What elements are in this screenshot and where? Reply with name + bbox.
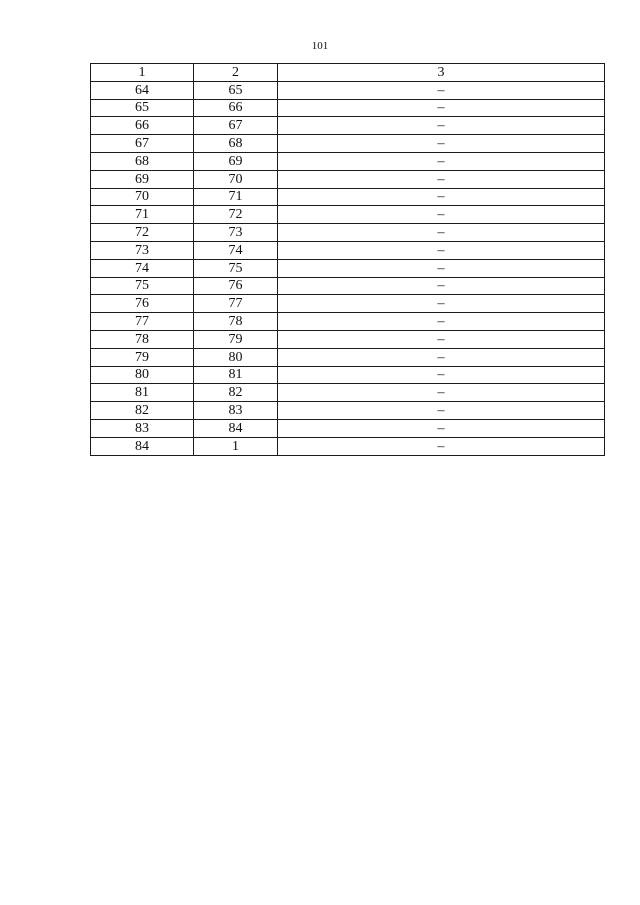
table-row [91, 99, 605, 117]
table-cell-col-2: 74 [194, 241, 278, 259]
table-cell-col-2: 72 [194, 206, 278, 224]
table-cell-col-3: – [278, 419, 605, 437]
table-cell-col-1: 67 [91, 135, 194, 153]
table-cell-col-3: – [278, 384, 605, 402]
table-cell-col-3: – [278, 313, 605, 331]
table-cell-col-3: – [278, 241, 605, 259]
table-header-row [91, 64, 605, 82]
table-row [91, 437, 605, 455]
table-row [91, 295, 605, 313]
table-cell-col-3: – [278, 135, 605, 153]
table-cell-col-1: 73 [91, 241, 194, 259]
table-cell-col-1: 70 [91, 188, 194, 206]
table-cell-col-1: 80 [91, 366, 194, 384]
table-cell-col-2: 78 [194, 313, 278, 331]
table-cell-col-3: – [278, 117, 605, 135]
table-cell-col-1: 79 [91, 348, 194, 366]
table-cell-col-1: 78 [91, 330, 194, 348]
table-cell-col-3: – [278, 170, 605, 188]
table-row [91, 348, 605, 366]
table-row [91, 419, 605, 437]
column-header-1: 1 [91, 64, 194, 82]
table-row [91, 330, 605, 348]
table-row [91, 277, 605, 295]
table-cell-col-1: 74 [91, 259, 194, 277]
table-cell-col-2: 67 [194, 117, 278, 135]
table-cell-col-3: – [278, 437, 605, 455]
table-row [91, 366, 605, 384]
table-cell-col-2: 80 [194, 348, 278, 366]
table-cell-col-1: 69 [91, 170, 194, 188]
table-cell-col-2: 81 [194, 366, 278, 384]
table-cell-col-1: 71 [91, 206, 194, 224]
column-header-3: 3 [278, 64, 605, 82]
table-cell-col-2: 1 [194, 437, 278, 455]
table-cell-col-2: 79 [194, 330, 278, 348]
table-row [91, 313, 605, 331]
table-cell-col-3: – [278, 99, 605, 117]
table-cell-col-2: 66 [194, 99, 278, 117]
table-row [91, 170, 605, 188]
table-row [91, 241, 605, 259]
table-cell-col-1: 66 [91, 117, 194, 135]
table-cell-col-2: 82 [194, 384, 278, 402]
table-cell-col-3: – [278, 348, 605, 366]
table-cell-col-2: 68 [194, 135, 278, 153]
table-cell-col-3: – [278, 81, 605, 99]
table-cell-col-2: 71 [194, 188, 278, 206]
table-cell-col-2: 77 [194, 295, 278, 313]
table-cell-col-3: – [278, 366, 605, 384]
table-cell-col-2: 84 [194, 419, 278, 437]
table-cell-col-1: 68 [91, 152, 194, 170]
table-row [91, 224, 605, 242]
table-cell-col-3: – [278, 188, 605, 206]
table-cell-col-3: – [278, 206, 605, 224]
table-cell-col-3: – [278, 295, 605, 313]
table-cell-col-2: 70 [194, 170, 278, 188]
table-cell-col-2: 75 [194, 259, 278, 277]
table-cell-col-2: 83 [194, 402, 278, 420]
table-row [91, 135, 605, 153]
table-cell-col-1: 84 [91, 437, 194, 455]
table-cell-col-1: 76 [91, 295, 194, 313]
table-cell-col-2: 69 [194, 152, 278, 170]
table-row [91, 81, 605, 99]
table-cell-col-2: 73 [194, 224, 278, 242]
table-row [91, 206, 605, 224]
table-cell-col-3: – [278, 402, 605, 420]
table-row [91, 402, 605, 420]
table-cell-col-1: 65 [91, 99, 194, 117]
table-row [91, 259, 605, 277]
table-cell-col-2: 65 [194, 81, 278, 99]
table-cell-col-3: – [278, 224, 605, 242]
table-cell-col-1: 72 [91, 224, 194, 242]
table-cell-col-2: 76 [194, 277, 278, 295]
table-cell-col-1: 64 [91, 81, 194, 99]
column-header-2: 2 [194, 64, 278, 82]
table-cell-col-3: – [278, 152, 605, 170]
data-table [90, 63, 605, 456]
table-body [91, 81, 605, 455]
table-cell-col-1: 83 [91, 419, 194, 437]
table-cell-col-3: – [278, 330, 605, 348]
table-cell-col-3: – [278, 259, 605, 277]
table-row [91, 152, 605, 170]
table-cell-col-1: 81 [91, 384, 194, 402]
table-cell-col-1: 77 [91, 313, 194, 331]
table-row [91, 117, 605, 135]
page-number: 101 [311, 40, 329, 52]
table-cell-col-3: – [278, 277, 605, 295]
table-row [91, 384, 605, 402]
table-cell-col-1: 82 [91, 402, 194, 420]
table-row [91, 188, 605, 206]
table-cell-col-1: 75 [91, 277, 194, 295]
